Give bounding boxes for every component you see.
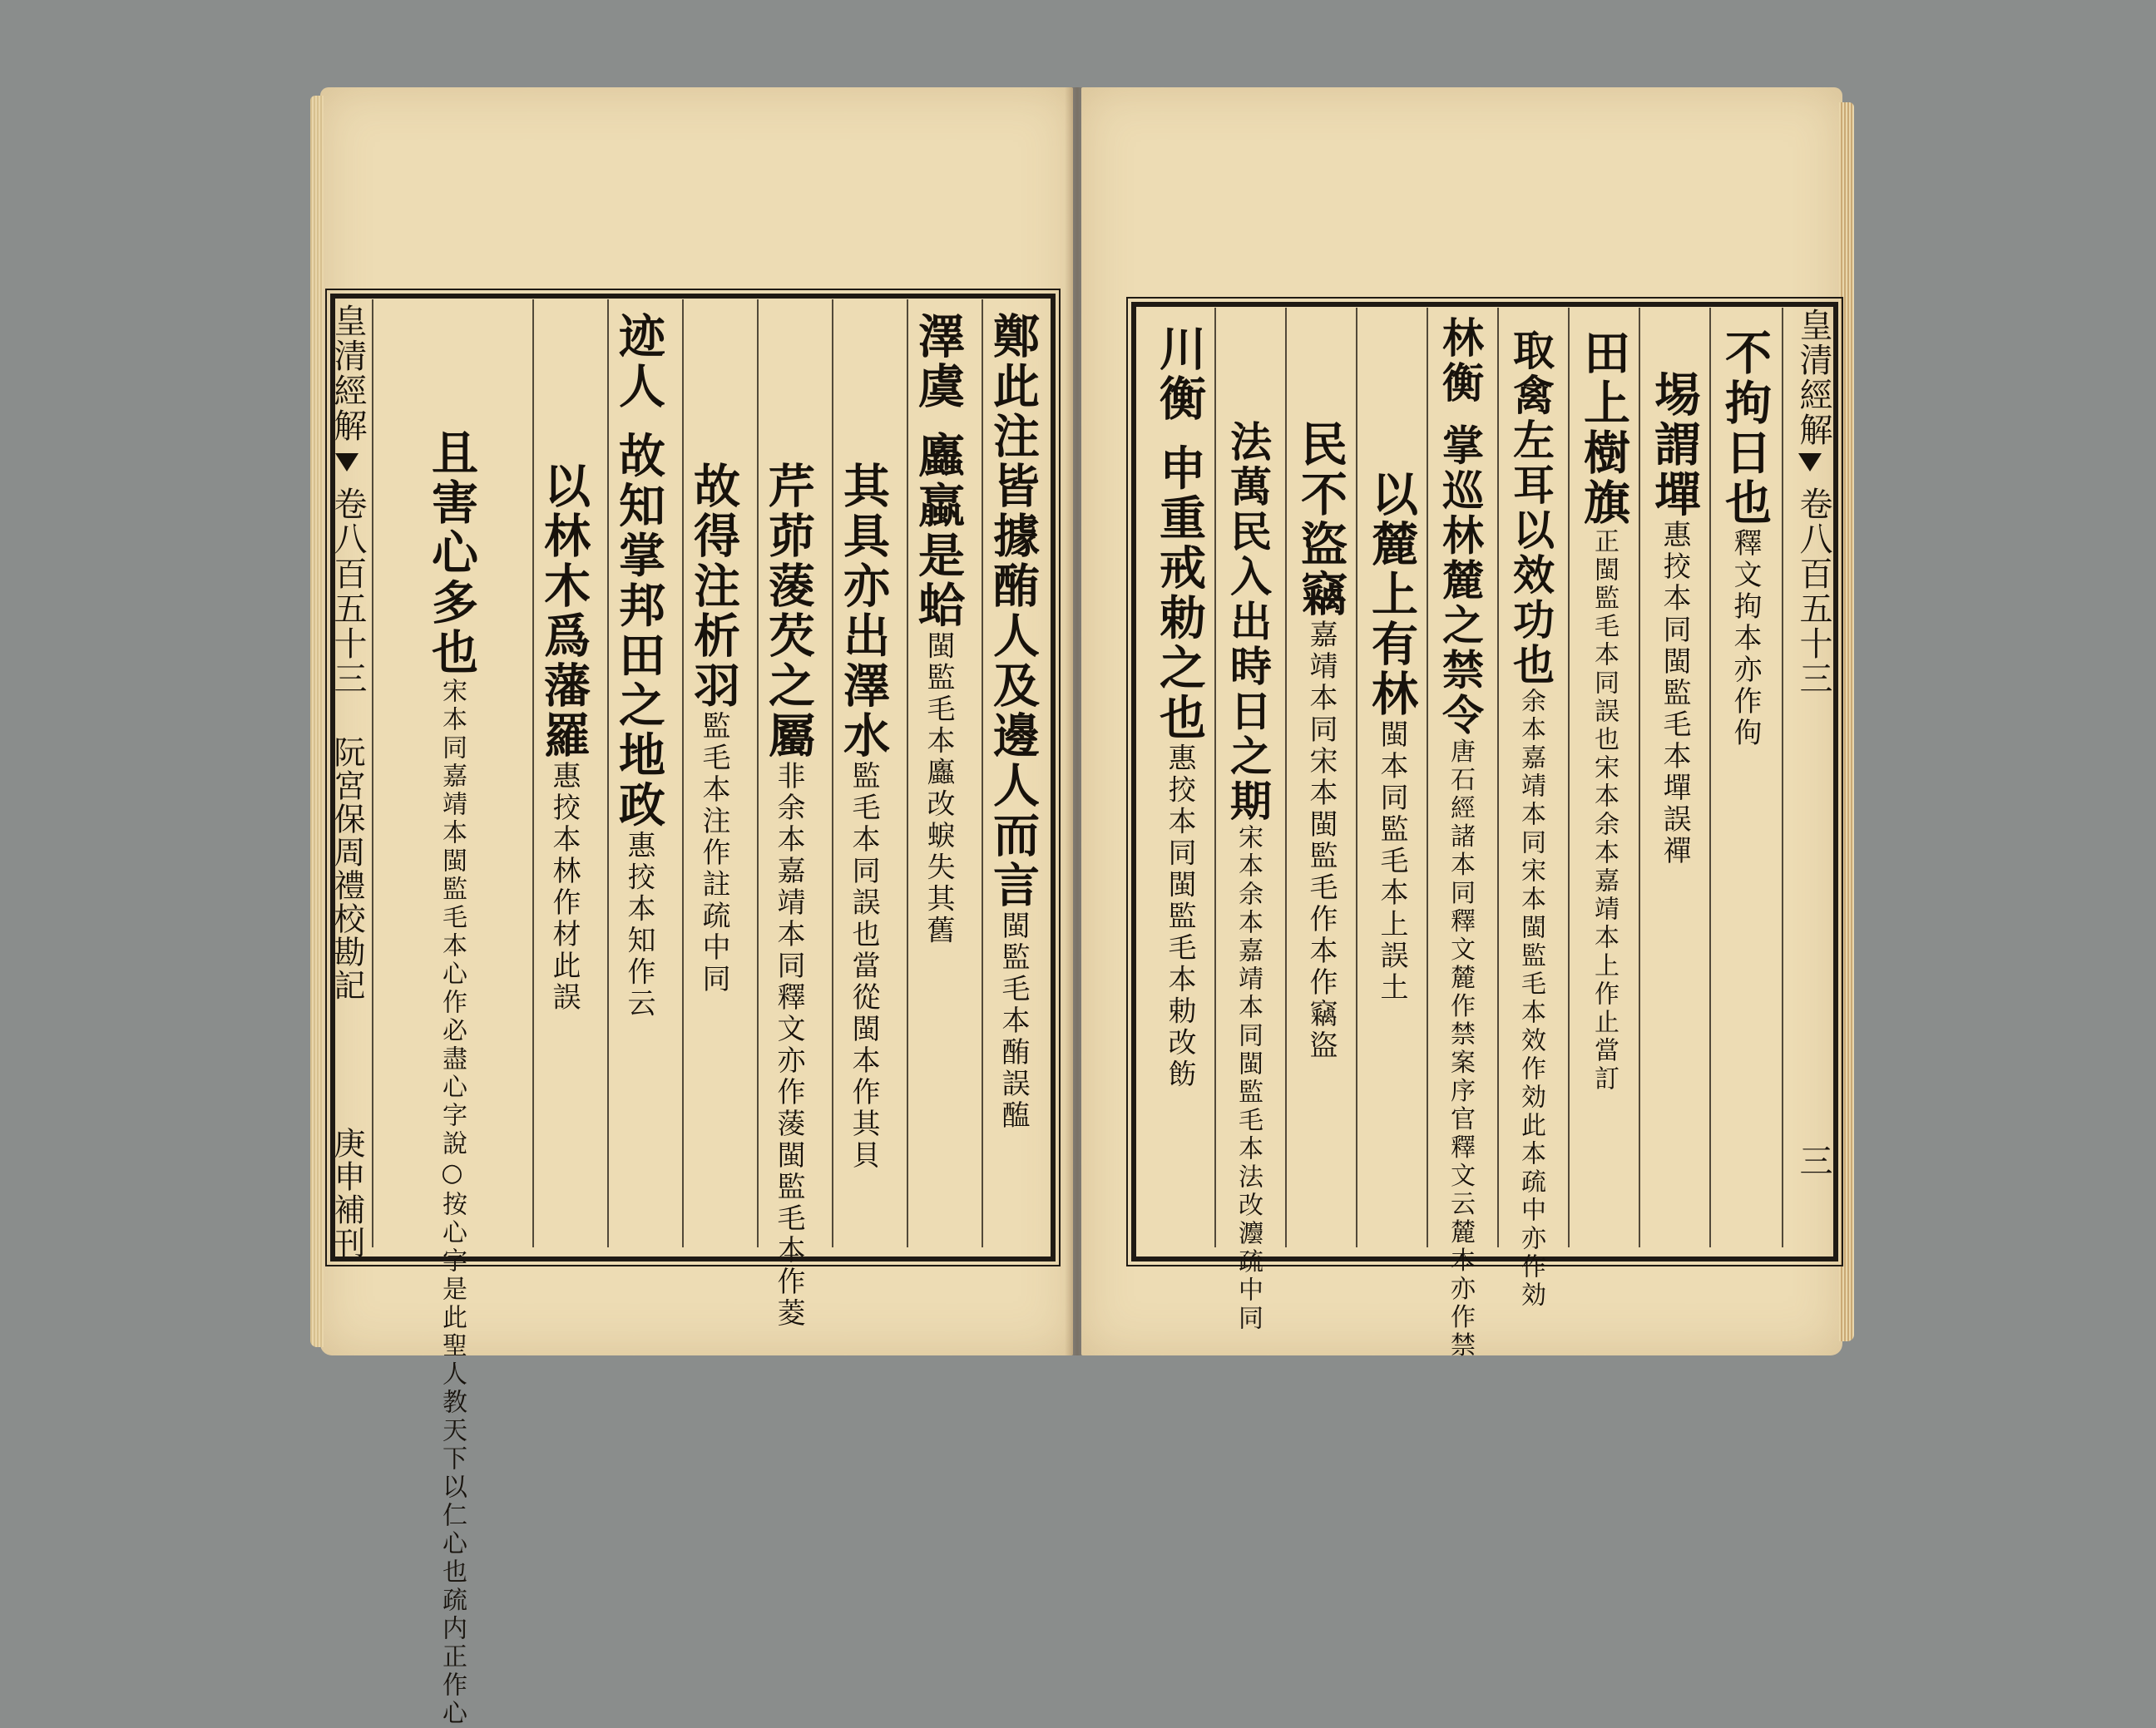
left-col-3: 其具亦出澤水監毛本同誤也當從閩本作其貝 (836, 462, 891, 1172)
open-book (320, 87, 1842, 1728)
right-col-6: 以麓上有林閩本同監毛本上誤土 (1364, 470, 1419, 1004)
left-banner-title: 皇清經解 (329, 304, 367, 443)
left-banner (324, 304, 372, 443)
right-col-7: 民不盜竊嘉靖本同宋本閩監毛作本作竊盜 (1293, 420, 1348, 1062)
left-col-8: 且害心多也宋本同嘉靖本閩監毛本心作必盡心字說○按心字是此聖人教天下以仁心也疏内正作心 (424, 428, 479, 1728)
column-rule (1285, 308, 1287, 1247)
right-col-9: 川衡 申重戒勅之也惠挍本同閩監毛本勅改飭 (1152, 324, 1207, 1091)
left-col-6: 迹人 故知掌邦田之地政惠挍本知作云 (611, 312, 666, 1020)
left-banner-footer: 庚申補刊 (329, 1127, 365, 1260)
column-rule (1356, 308, 1357, 1247)
right-page (1081, 87, 1842, 1360)
right-col-5: 林衡 掌巡林麓之禁令唐石經諸本同釋文麓作禁案序官釋文云麓本亦作禁 (1436, 316, 1485, 1360)
left-col-1: 鄭此注皆據酭人及邊人而言閩監毛本酭誤醢 (986, 312, 1041, 1132)
right-page-edge (1839, 102, 1854, 1341)
column-rule (1214, 308, 1216, 1247)
right-col-8: 法萬民入出時日之期宋本余本嘉靖本同閩監毛本法改灋疏中同 (1224, 420, 1273, 1333)
left-page (320, 87, 1073, 1728)
left-col-4: 芹茆蔆芡之屬非余本嘉靖本同釋文亦作蔆閩監毛本作菱 (761, 462, 816, 1330)
fishtail-mark-icon (1798, 453, 1822, 471)
column-rule (907, 299, 908, 1247)
column-rule (607, 299, 609, 1247)
right-banner-footer: 三 (1794, 1143, 1832, 1178)
column-rule (1782, 308, 1783, 1247)
left-col-2: 澤虞 蠯蠃是蛤閩監毛本蠯改蜧失其舊 (911, 312, 966, 947)
column-rule (532, 299, 534, 1247)
column-rule (1427, 308, 1428, 1247)
column-rule (1497, 308, 1499, 1247)
right-banner (1790, 308, 1837, 447)
fishtail-mark-icon (335, 453, 359, 471)
right-banner-volume: 卷八百五十三 (1794, 486, 1832, 696)
right-col-1: 不拘日也釋文拘本亦作佝 (1718, 328, 1773, 749)
left-col-5: 故得注析羽監毛本注作註疏中同 (686, 462, 741, 995)
left-col-7: 以林木爲藩羅惠挍本林作材此誤 (537, 462, 591, 1014)
right-col-2: 埸謂墠惠挍本同閩監毛本墠誤禪 (1647, 370, 1702, 867)
column-rule (832, 299, 833, 1247)
right-col-3: 田上樹旗正閩監毛本同誤也宋本余本嘉靖本上作止當訂 (1576, 328, 1631, 1094)
column-rule (682, 299, 684, 1247)
column-rule (372, 299, 373, 1247)
column-rule (757, 299, 759, 1247)
column-rule (982, 299, 983, 1247)
left-page-edge (310, 96, 324, 1347)
column-rule (1568, 308, 1570, 1247)
column-rule (1639, 308, 1640, 1247)
right-banner-title: 皇清經解 (1794, 308, 1832, 447)
left-banner-subtitle: 阮宮保周禮校勘記 (329, 736, 365, 1002)
right-col-4: 取禽左耳以效功也余本嘉靖本同宋本閩監毛本效作効此本疏中亦作効 (1506, 328, 1555, 1310)
column-rule (1709, 308, 1711, 1247)
left-banner-volume: 卷八百五十三 (329, 486, 367, 696)
